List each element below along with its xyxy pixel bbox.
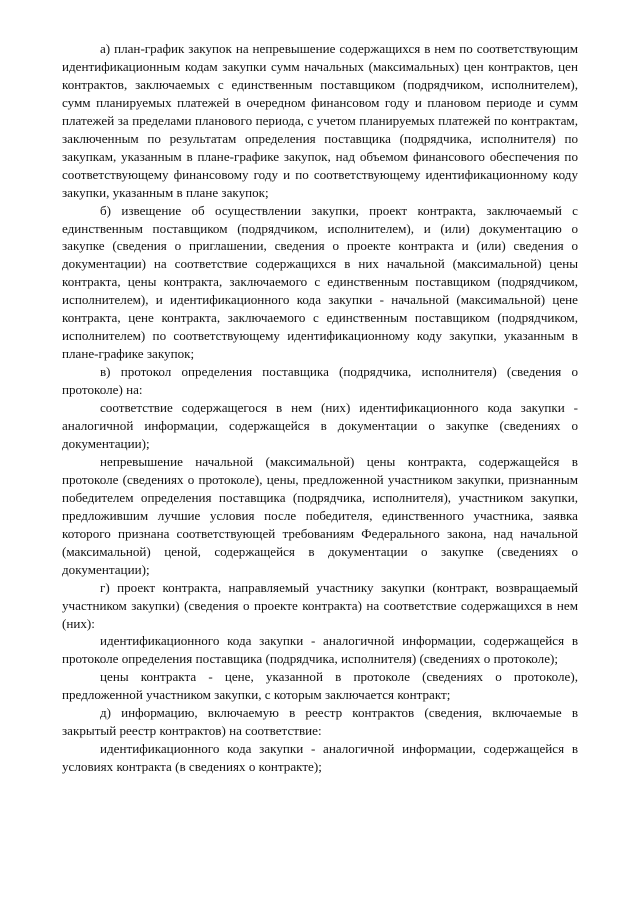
paragraph-a-plan-schedule: а) план-график закупок на непревышение содержащихся в нем по соответствующим идентификационным кодам закупки сумм начальных (максимальных) цен контрактов, цен контрактов, заключаемых с единственным поставщиком (подрядчиком, исполнителем), сумм планируемых платежей в очередном финансовом году и плановом периоде и сумм платежей за пределами планового периода, с учетом планируемых платежей по контрактам, заключенным по результатам определения поставщика (подрядчика, исполнителя) по закупкам, указанным в плане-графике закупок, над объемом финансового обеспечения по соответствующему финансовому году и по соответствующему идентификационному коду закупки, указанным в плане закупок; (62, 41, 578, 200)
paragraph-d-registry: д) информацию, включаемую в реестр контрактов (сведения, включаемые в закрытый реестр контрактов) на соответствие: (62, 705, 578, 739)
document-page (62, 40, 578, 776)
paragraph-v-conformity: соответствие содержащегося в нем (них) идентификационного кода закупки - аналогичной информации, содержащейся в документации о закупке (сведениях о документации); (62, 400, 578, 451)
paragraph-g-contract-draft: г) проект контракта, направляемый участнику закупки (контракт, возвращаемый участником закупки) (сведения о проекте контракта) на соответствие содержащихся в нем (них): (62, 579, 578, 631)
paragraph-d-id-code: идентификационного кода закупки - аналогичной информации, содержащейся в условиях контракта (в сведениях о контракте); (62, 741, 578, 775)
paragraph-g-id-code: идентификационного кода закупки - аналогичной информации, содержащейся в протоколе определения поставщика (подрядчика, исполнителя) (сведениях о протоколе); (62, 633, 578, 667)
paragraph-v-non-excess: непревышение начальной (максимальной) цены контракта, содержащейся в протоколе (сведениях о протоколе), цены, предложенной участником закупки, признанным победителем определения поставщика (подрядчика, исполнителя), участником закупки, предложившим лучшие условия после победителя, единственного участника, заявка которого признана соответствующей требованиям Федерального закона, над начальной (максимальной) ценой, содержащейся в документации о закупке (сведениях о документации); (62, 453, 578, 577)
paragraph-v-protocol: в) протокол определения поставщика (подрядчика, исполнителя) (сведения о протоколе) на: (62, 364, 578, 398)
paragraph-g-contract-price: цены контракта - цене, указанной в протоколе (сведениях о протоколе), предложенной участником закупки, с которым заключается контракт; (62, 669, 578, 703)
paragraph-b-notice: б) извещение об осуществлении закупки, проект контракта, заключаемый с единственным поставщиком (подрядчиком, исполнителем), и (или) документацию о закупке (сведения о приглашении, сведения о проекте контракта и (или) сведения о документации) на соответствие содержащихся в них начальной (максимальной) цены контракта, цены контракта, заключаемого с единственным поставщиком (подрядчиком, исполнителем), и идентификационного кода закупки - начальной (максимальной) цене контракта, цене контракта, заключаемого с единственным поставщиком (подрядчиком, исполнителем) по соответствующему идентификационному коду закупки, указанным в плане-графике закупок; (62, 202, 578, 362)
